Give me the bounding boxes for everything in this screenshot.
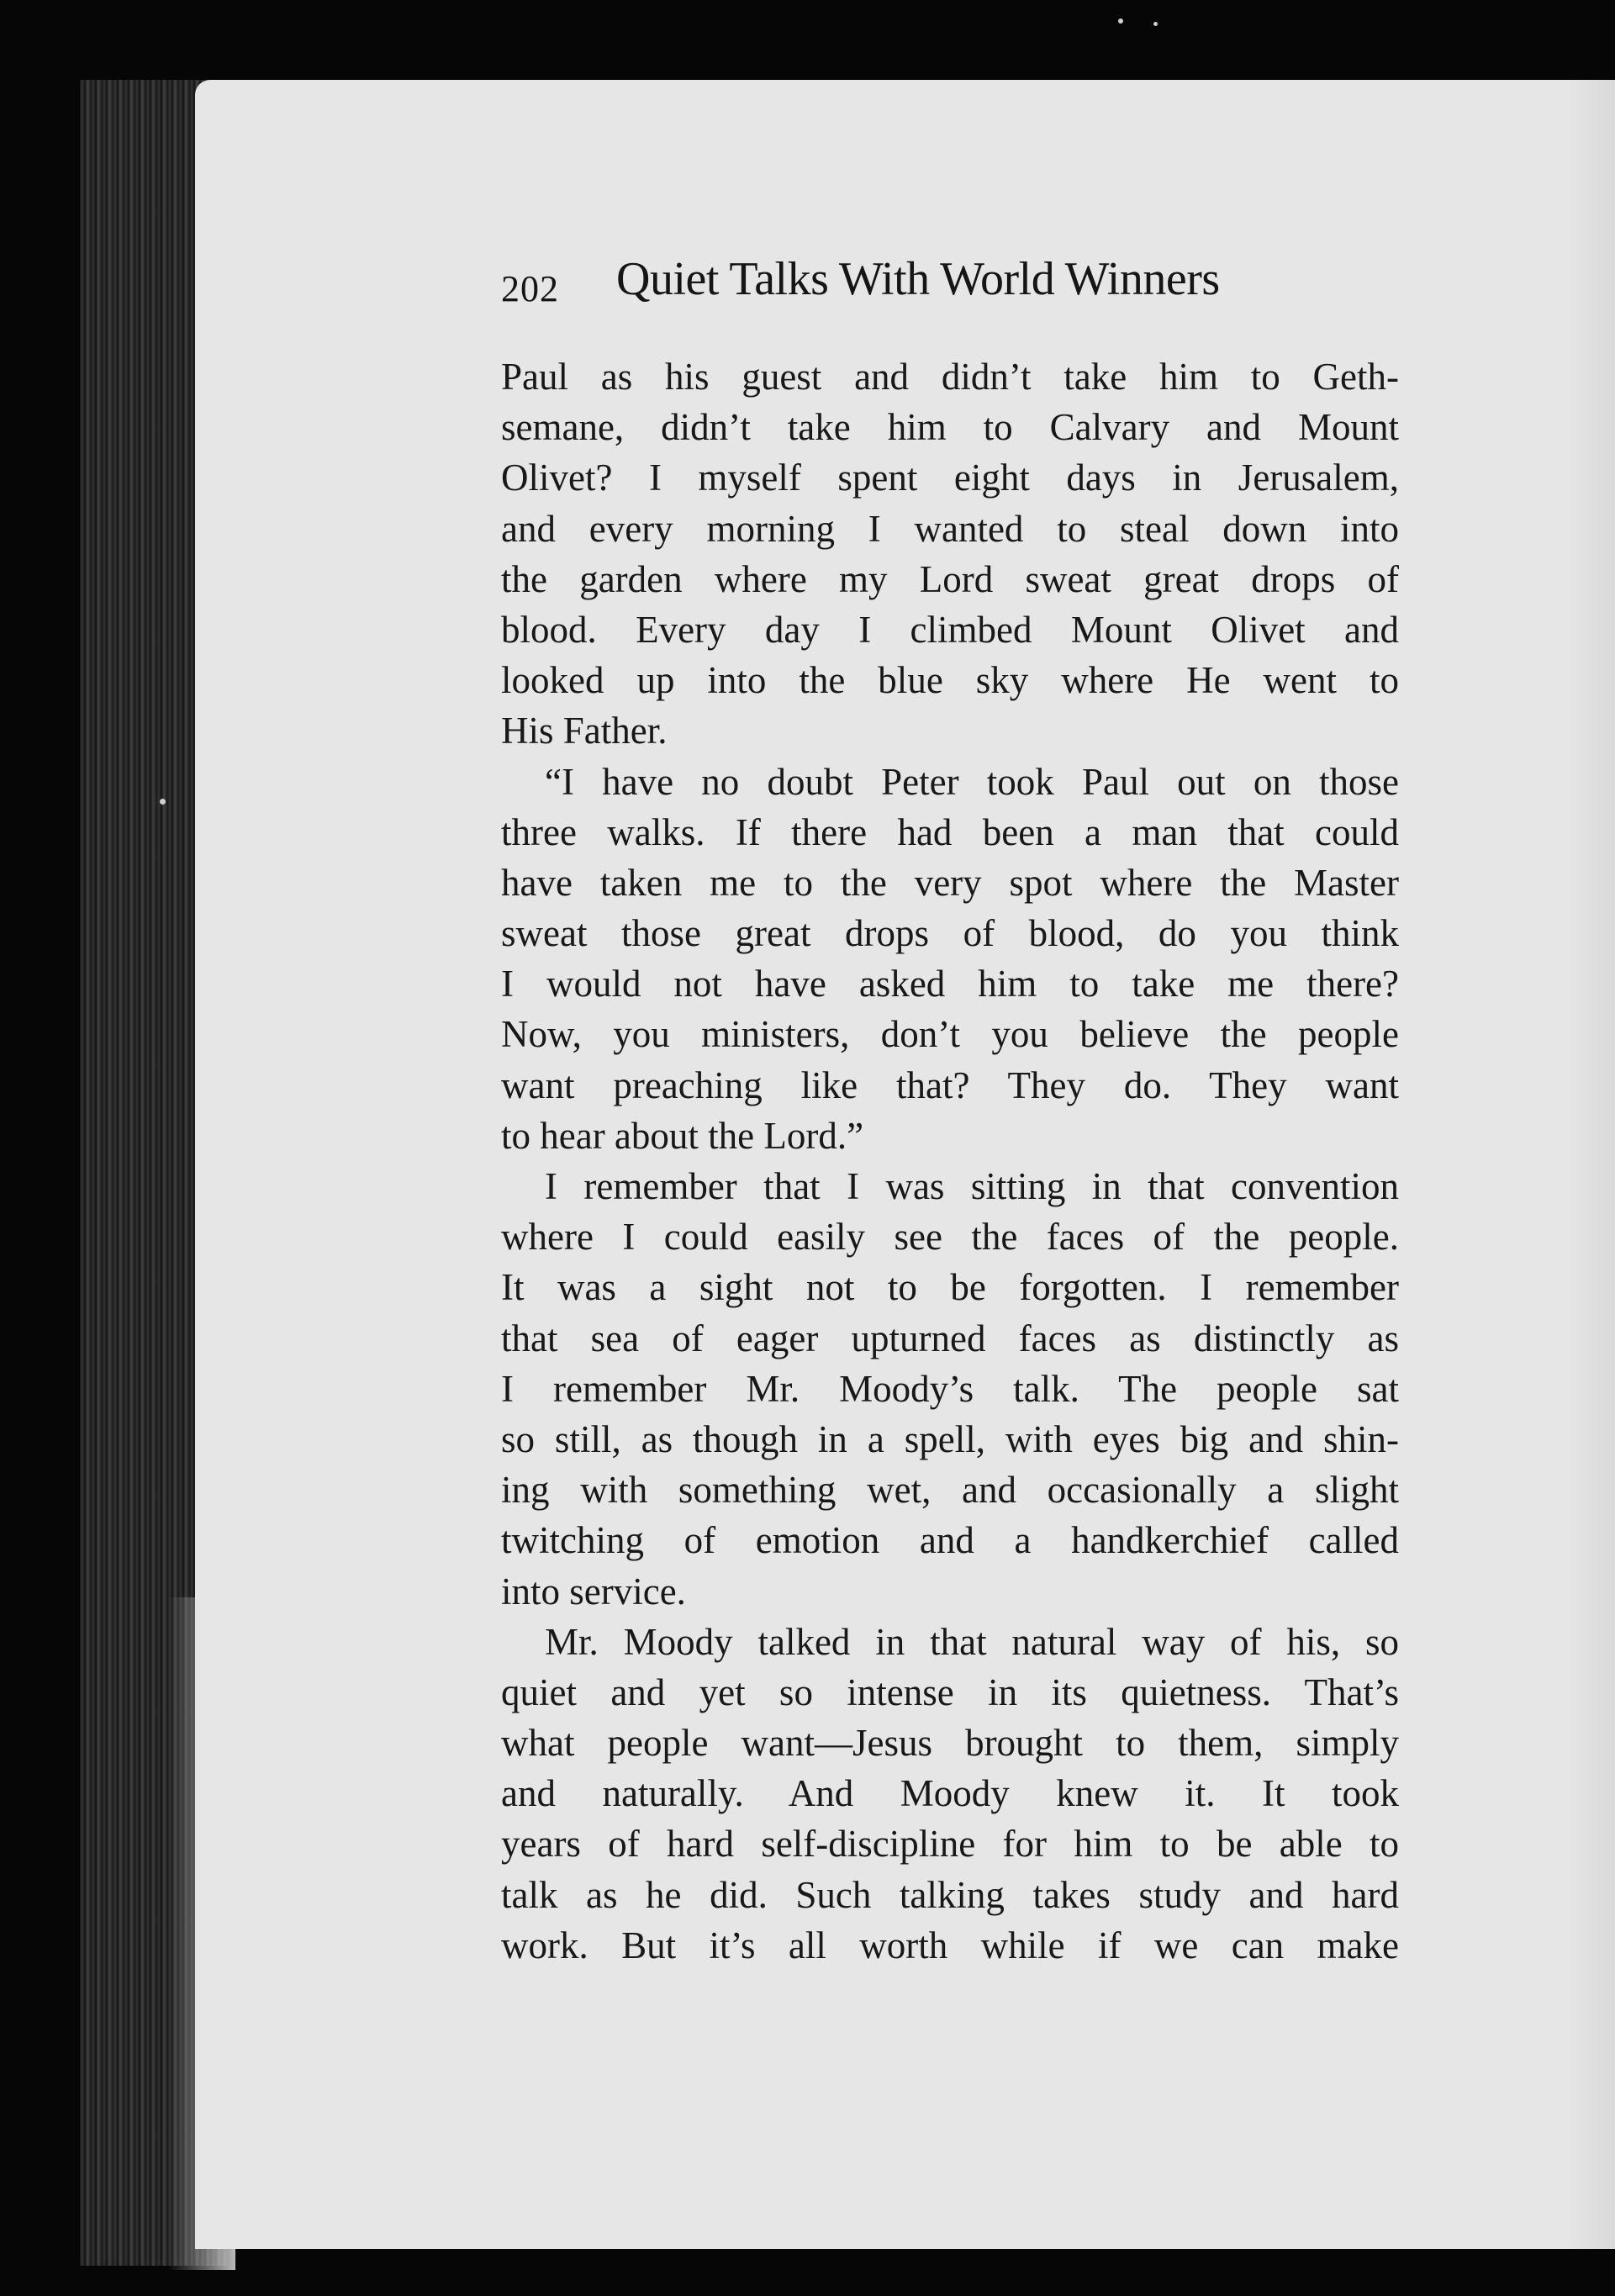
running-title: Quiet Talks With World Winners xyxy=(616,253,1220,305)
text-line: where I could easily see the faces of the people. xyxy=(501,1216,1399,1259)
text-line: quiet and yet so intense in its quietness. That’s xyxy=(501,1671,1399,1713)
text-line: Mr. Moody talked in that natural way of his, so xyxy=(545,1620,1399,1663)
text-line: years of hard self-discipline for him to be able to xyxy=(501,1823,1399,1866)
text-line: twitching of emotion and a handkerchief called xyxy=(501,1519,1399,1562)
page-number: 202 xyxy=(501,268,559,309)
text-line: and every morning I wanted to steal down into xyxy=(501,507,1399,550)
text-line: three walks. If there had been a man that could xyxy=(501,810,1399,853)
text-line: I remember Mr. Moody’s talk. The people sat xyxy=(501,1367,1399,1410)
text-line: I remember that I was sitting in that convention xyxy=(545,1165,1399,1207)
scan-speck xyxy=(160,799,166,805)
text-line: ing with something wet, and occasionally a slight xyxy=(501,1469,1399,1512)
text-line: that sea of eager upturned faces as distinctly as xyxy=(501,1317,1399,1359)
text-line: It was a sight not to be forgotten. I remember xyxy=(501,1266,1399,1309)
text-line: sweat those great drops of blood, do you think xyxy=(501,912,1399,955)
text-line: the garden where my Lord sweat great drops of xyxy=(501,557,1399,600)
running-head xyxy=(501,252,1392,319)
text-line: to hear about the Lord.” xyxy=(501,1114,864,1157)
page-shadow xyxy=(1565,80,1615,2249)
scan-speck xyxy=(1153,22,1158,26)
text-line: talk as he did. Such talking takes study and hard xyxy=(501,1873,1399,1916)
text-line: His Father. xyxy=(501,710,668,752)
body-text xyxy=(501,351,1399,1971)
text-line: have taken me to the very spot where the Master xyxy=(501,861,1399,904)
text-line: blood. Every day I climbed Mount Olivet and xyxy=(501,608,1399,651)
text-line: and naturally. And Moody knew it. It took xyxy=(501,1772,1399,1815)
text-line: “I have no doubt Peter took Paul out on those xyxy=(545,760,1399,803)
text-line: semane, didn’t take him to Calvary and Mount xyxy=(501,406,1399,449)
text-line: want preaching like that? They do. They want xyxy=(501,1064,1399,1106)
text-line: I would not have asked him to take me there? xyxy=(501,963,1399,1005)
text-line: work. But it’s all worth while if we can make xyxy=(501,1924,1399,1966)
text-line: Paul as his guest and didn’t take him to Geth- xyxy=(501,356,1399,398)
text-line: looked up into the blue sky where He went to xyxy=(501,659,1399,702)
scan-speck xyxy=(1118,18,1123,24)
text-line: Now, you ministers, don’t you believe the people xyxy=(501,1013,1399,1056)
text-line: what people want—Jesus brought to them, simply xyxy=(501,1722,1399,1765)
text-line: Olivet? I myself spent eight days in Jerusalem, xyxy=(501,457,1399,499)
text-line: into service. xyxy=(501,1570,686,1612)
text-line: so still, as though in a spell, with eyes big and shin- xyxy=(501,1417,1399,1460)
